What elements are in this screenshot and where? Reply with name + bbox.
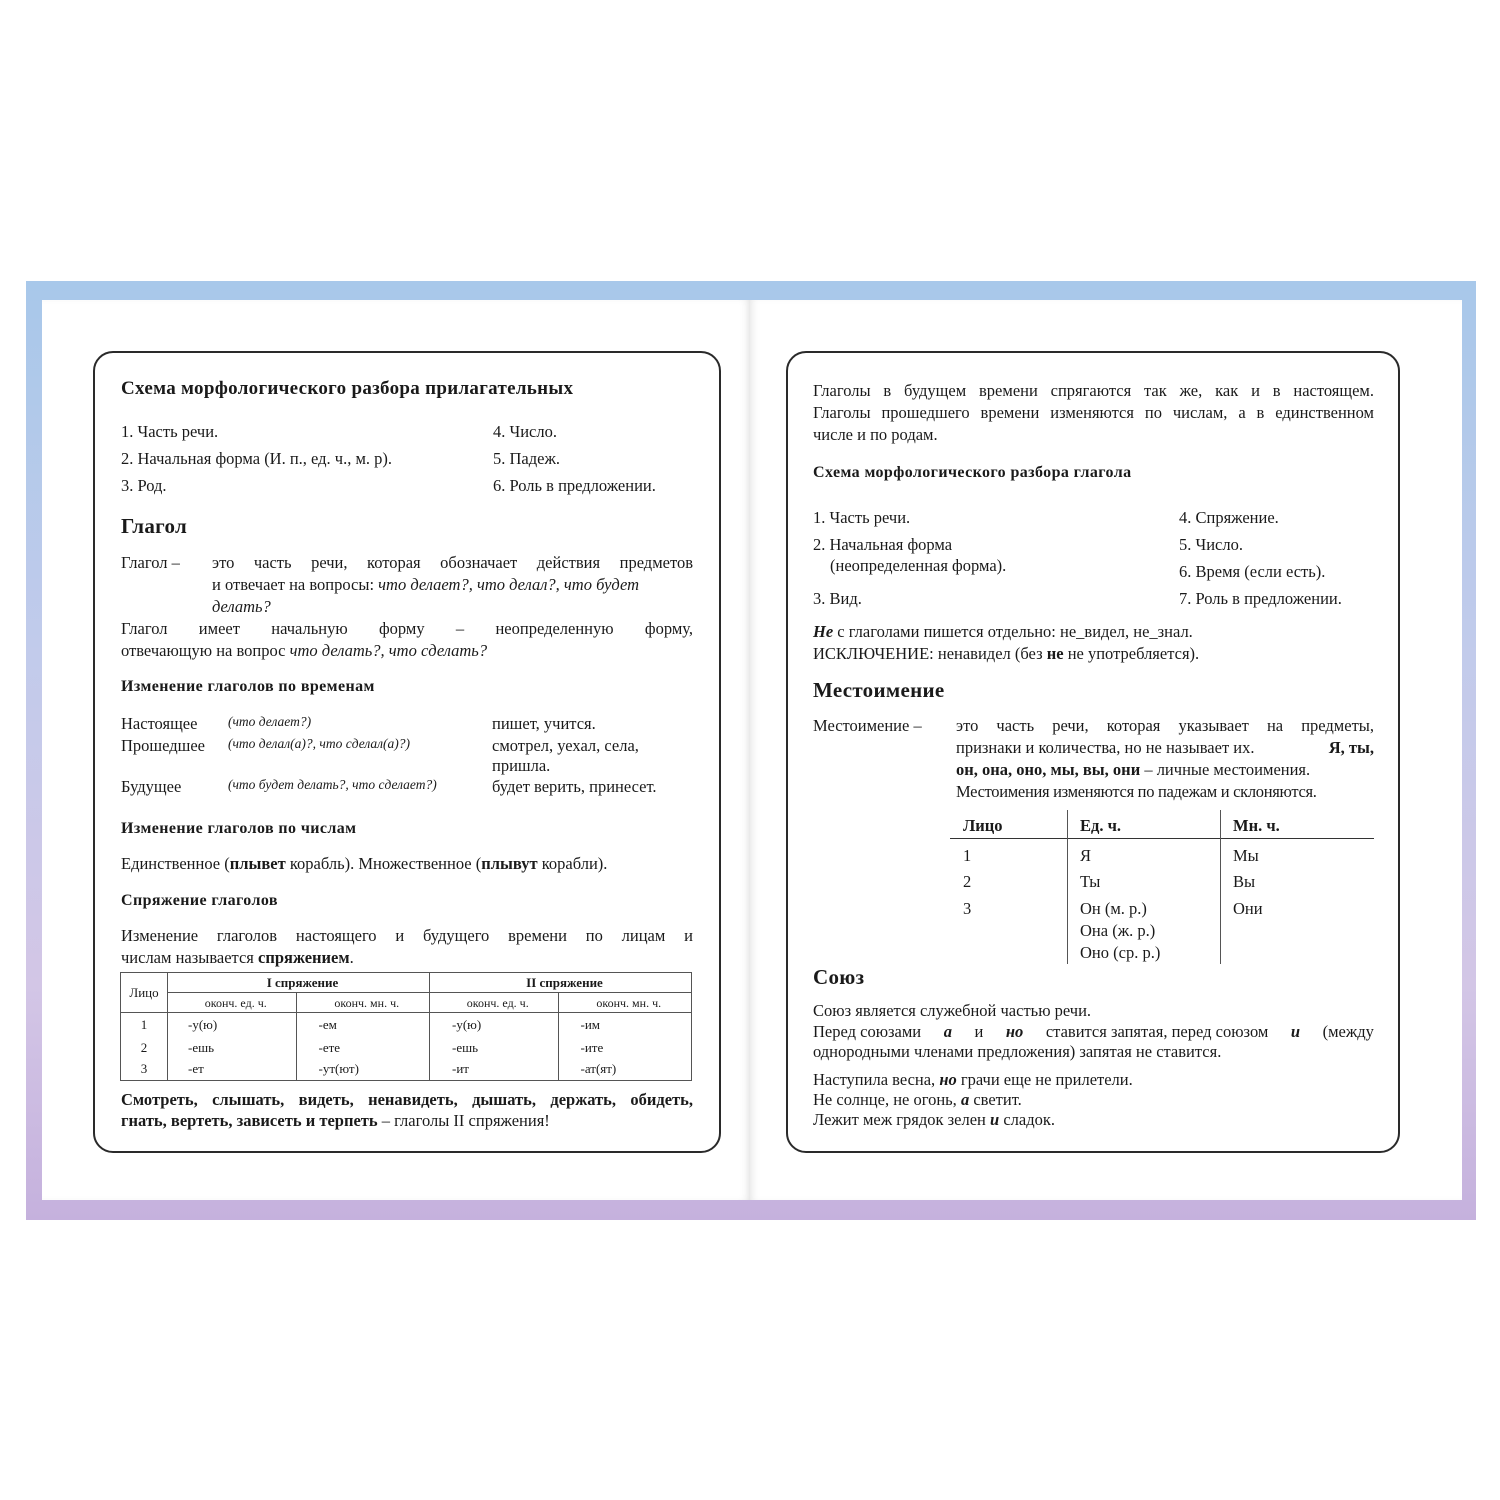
exception-text-2: не употребляется).: [1063, 644, 1200, 663]
number-text-e: корабли).: [537, 854, 608, 873]
adj-item-6: 6. Роль в предложении.: [493, 476, 656, 495]
pronoun-row-sg: Он (м. р.): [1080, 899, 1147, 918]
conjugation-text-2a: числам называется: [121, 948, 259, 967]
conj-ending: -ешь: [168, 1037, 297, 1059]
pronoun-row-sg-extra: Она (ж. р.): [1080, 921, 1156, 940]
adj-item-3: 3. Род.: [121, 476, 167, 495]
conj-ending: -ешь: [429, 1037, 558, 1059]
conj-ending: -ет: [168, 1059, 297, 1081]
pronoun-table-header-sg: Ед. ч.: [1080, 816, 1122, 835]
ex3-a: Лежит меж грядок зелен: [813, 1110, 991, 1129]
verb-item-5: 5. Число.: [1179, 535, 1243, 554]
adj-item-4: 4. Число.: [493, 422, 557, 441]
conj-row: [121, 1037, 692, 1059]
adj-item-5: 5. Падеж.: [493, 449, 560, 468]
tense-future-name: Будущее: [121, 777, 182, 796]
number-text-c: корабль). Множественное (: [285, 854, 482, 873]
number-text: [121, 853, 607, 875]
union-line-3: однородными членами предложения) запятая не ставится.: [813, 1042, 1222, 1061]
conj-lico-header: Лицо: [121, 973, 168, 1013]
ex3-c: сладок.: [999, 1110, 1055, 1129]
union-heading: Союз: [813, 965, 865, 989]
exceptions-note: – глаголы II спряжения!: [377, 1111, 550, 1130]
union-a: а: [943, 1022, 952, 1041]
union-example-2: [813, 1089, 1022, 1111]
pronoun-def-line-3: [956, 759, 1310, 781]
conj-sub-sg-2: оконч. ед. ч.: [429, 993, 558, 1013]
conjugation-table: [120, 972, 692, 1081]
pronoun-table-divider-1: [1067, 810, 1068, 964]
tense-future-examples: будет верить, принесет.: [492, 777, 657, 796]
conj-ending: -ите: [558, 1037, 692, 1059]
pronoun-table-header-rule: [950, 838, 1374, 839]
adj-item-1: 1. Часть речи.: [121, 422, 219, 441]
pronoun-examples-2: он, она, оно, мы, вы, они: [956, 760, 1141, 779]
pronoun-row-person: 1: [963, 846, 972, 865]
pronoun-def-text-3: – личные местоимения.: [1140, 760, 1311, 779]
verb-item-1: 1. Часть речи.: [813, 508, 911, 527]
pronoun-def-line-4: Местоимения изменяются по падежам и склоняются.: [956, 782, 1317, 801]
pronoun-row-sg: Я: [1080, 846, 1092, 865]
verb-def-line-3: делать?: [212, 597, 271, 616]
conj-ending: -ете: [296, 1037, 429, 1059]
conj-person: 1: [140, 1016, 148, 1032]
conj-ending: -ем: [296, 1013, 429, 1037]
tense-past-question: (что делал(а)?, что сделал(а)?): [228, 736, 411, 751]
conj-group-2-header: II спряжение: [429, 973, 691, 993]
pronoun-row-person: 3: [963, 899, 972, 918]
union-example-3: [813, 1109, 1055, 1131]
union-line-1: Союз является служебной частью речи.: [813, 1001, 1092, 1020]
ne-particle: Не: [813, 622, 834, 641]
pronoun-def-term: Местоимение –: [813, 716, 922, 735]
ex3-conj: и: [990, 1110, 1000, 1129]
union-text-e: ставится запятая, перед союзом: [1045, 1022, 1269, 1041]
conj-ending: -ат(ят): [558, 1059, 692, 1081]
conj-ending: -у(ю): [429, 1013, 558, 1037]
conj-ending: -ит: [429, 1059, 558, 1081]
pronoun-def-text-2: признаки и количества, но не называет их.: [956, 738, 1255, 757]
verb-heading: Глагол: [121, 514, 188, 538]
pronoun-table-header-pl: Мн. ч.: [1233, 816, 1280, 835]
conjugation-text-1: Изменение глаголов настоящего и будущего времени по лицам и: [121, 926, 693, 945]
pronoun-heading: Местоимение: [813, 678, 945, 702]
tense-present-question: (что делает?): [228, 714, 312, 729]
verb-def-line-2: [212, 574, 693, 596]
union-no: но: [1005, 1022, 1024, 1041]
tense-past-name: Прошедшее: [121, 736, 205, 755]
future-line-3: числе и по родам.: [813, 425, 938, 444]
pronoun-table-divider-2: [1220, 810, 1221, 964]
pronoun-def-line-2: [956, 737, 1374, 759]
adj-item-2: 2. Начальная форма (И. п., ед. ч., м. р).: [121, 449, 393, 468]
verb-def-term: Глагол –: [121, 553, 180, 572]
tense-heading: Изменение глаголов по временам: [121, 678, 375, 695]
verb-item-3: 3. Вид.: [813, 589, 862, 608]
verb-infinitive-line-2: [121, 640, 487, 662]
conj-sub-sg-1: оконч. ед. ч.: [168, 993, 297, 1013]
pronoun-row-pl: Мы: [1233, 846, 1259, 865]
ex2-a: Не солнце, не огонь,: [813, 1090, 961, 1109]
conj-row: [121, 1013, 692, 1037]
pronoun-table-header-person: Лицо: [963, 816, 1003, 835]
verb-def-line-2-text: и отвечает на вопросы:: [212, 575, 379, 594]
union-text-a: Перед союзами: [813, 1022, 922, 1041]
exceptions-verbs: гнать, вертеть, зависеть и терпеть: [121, 1111, 378, 1130]
pronoun-def-line-1: это часть речи, которая указывает на предметы,: [956, 716, 1374, 735]
pronoun-row-person: 2: [963, 872, 972, 891]
infinitive-questions: что делать?, что сделать?: [289, 641, 488, 660]
pronoun-row-sg: Ты: [1080, 872, 1101, 891]
number-text-sg: плывет: [229, 854, 286, 873]
verb-item-2: 2. Начальная форма: [813, 535, 953, 554]
tense-past-examples-2: пришла.: [492, 756, 551, 775]
verb-infinitive-line-1: Глагол имеет начальную форму – неопределенную форму,: [121, 619, 693, 638]
conj-ending: -ут(ют): [296, 1059, 429, 1081]
tense-present-name: Настоящее: [121, 714, 198, 733]
conj-person: 2: [140, 1039, 148, 1055]
conj-sub-pl-2: оконч. мн. ч.: [558, 993, 692, 1013]
verb-item-7: 7. Роль в предложении.: [1179, 589, 1342, 608]
conjugation-heading: Спряжение глаголов: [121, 892, 278, 909]
adjective-scheme-title: Схема морфологического разбора прилагательных: [121, 378, 574, 399]
pronoun-row-sg-extra: Оно (ср. р.): [1080, 943, 1161, 962]
conj-sub-pl-1: оконч. мн. ч.: [296, 993, 429, 1013]
ex2-conj: а: [960, 1090, 970, 1109]
pronoun-row-pl: Они: [1233, 899, 1263, 918]
conj-group-1-header: I спряжение: [168, 973, 430, 993]
tense-past-examples: смотрел, уехал, села,: [492, 736, 639, 755]
verb-scheme-title: Схема морфологического разбора глагола: [813, 464, 1132, 481]
exceptions-line-1: Смотреть, слышать, видеть, ненавидеть, дышать, держать, обидеть,: [121, 1090, 693, 1109]
number-text-pl: плывут: [481, 854, 538, 873]
ne-rule-line: [813, 621, 1193, 643]
conj-ending: -им: [558, 1013, 692, 1037]
tense-future-question: (что будет делать?, что сделает?): [228, 777, 437, 792]
future-line-1: Глаголы в будущем времени спрягаются так же, как и в настоящем.: [813, 381, 1374, 400]
conjugation-term: спряжением: [258, 948, 350, 967]
conjugation-text-2c: .: [349, 948, 354, 967]
ex1-a: Наступила весна,: [813, 1070, 940, 1089]
pronoun-row-pl: Вы: [1233, 872, 1256, 891]
conjugation-text-2: [121, 947, 354, 969]
union-i: и: [1290, 1022, 1301, 1041]
exception-text-1: ненавидел (без: [933, 644, 1047, 663]
number-text-a: Единственное (: [121, 854, 230, 873]
verb-item-4: 4. Спряжение.: [1179, 508, 1279, 527]
tense-present-examples: пишет, учится.: [492, 714, 596, 733]
verb-infinitive-text: отвечающую на вопрос: [121, 641, 290, 660]
pronoun-examples-1: Я, ты,: [1328, 738, 1374, 757]
exception-label: ИСКЛЮЧЕНИЕ:: [813, 644, 934, 663]
exceptions-line-2: [121, 1110, 550, 1132]
verb-item-6: 6. Время (если есть).: [1179, 562, 1326, 581]
verb-def-line-1: это часть речи, которая обозначает действия предметов: [212, 553, 693, 572]
ex1-c: грачи еще не прилетели.: [956, 1070, 1133, 1089]
conj-row: [121, 1059, 692, 1081]
verb-questions: что делает?, что делал?, что будет: [378, 575, 639, 594]
union-text-g: (между: [1322, 1022, 1374, 1041]
conj-ending: -у(ю): [168, 1013, 297, 1037]
ex1-conj: но: [939, 1070, 957, 1089]
union-line-2: [813, 1021, 1374, 1043]
verb-item-2b: (неопределенная форма).: [830, 556, 1007, 575]
exception-ne: не: [1046, 644, 1064, 663]
number-heading: Изменение глаголов по числам: [121, 820, 357, 837]
exception-line: [813, 643, 1199, 665]
ex2-c: светит.: [969, 1090, 1022, 1109]
conj-person: 3: [140, 1061, 148, 1077]
union-text-c: и: [974, 1022, 984, 1041]
future-line-2: Глаголы прошедшего времени изменяются по числам, а в единственном: [813, 403, 1374, 422]
union-example-1: [813, 1069, 1133, 1091]
ne-rule-text: с глаголами пишется отдельно: не_видел, не_знал.: [833, 622, 1193, 641]
